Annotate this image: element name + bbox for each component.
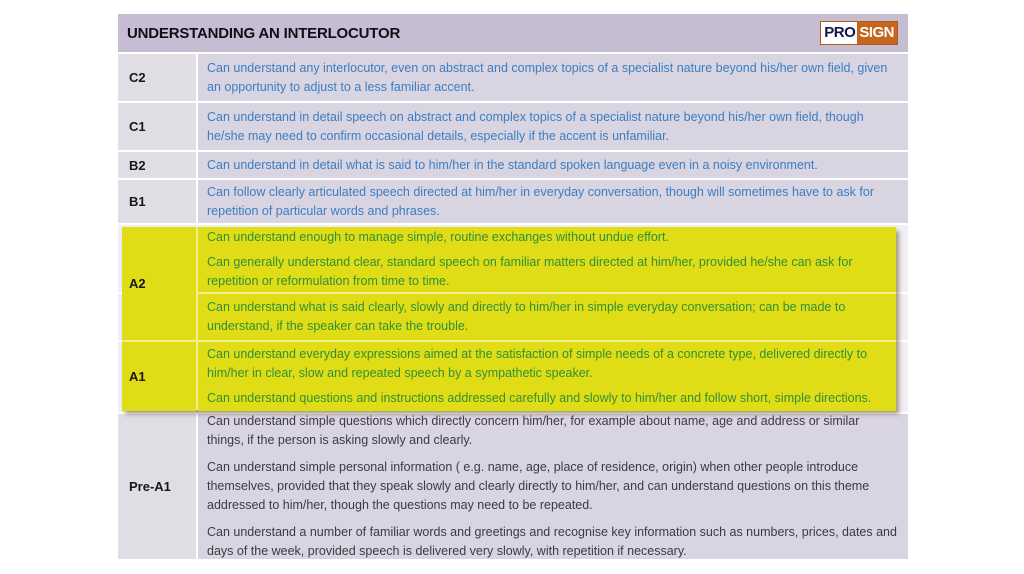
- descriptor-text: Can understand what is said clearly, slowly and directly to him/her in simple everyday conversation; can be made to understand, if the speaker can take the trouble.: [207, 300, 846, 333]
- table-header: [118, 14, 908, 52]
- table-row-c2: [118, 54, 908, 101]
- level-cell-a2: A2: [122, 227, 196, 340]
- prosign-logo-sign: SIGN: [857, 22, 897, 44]
- prosign-logo-pro: PRO: [821, 22, 857, 44]
- descriptor-text: Can understand a number of familiar words and greetings and recognise key information such as numbers, prices, dates and days of the week, provided speech is delivered very slowly, with repetition if necessary.: [207, 525, 897, 558]
- level-cell-c2: C2: [118, 54, 196, 101]
- descriptor-cell-b2: [198, 152, 908, 178]
- level-cell-pre-a1: Pre-A1: [118, 414, 196, 559]
- descriptor-text: Can follow clearly articulated speech directed at him/her in everyday conversation, though will sometimes have to ask for repetition of particular words and phrases.: [207, 184, 874, 218]
- descriptor-text: Can understand in detail speech on abstract and complex topics of a specialist nature beyond his/her own field, though he/she may need to confirm occasional details, especially if the accent is unfamiliar.: [207, 109, 864, 143]
- descriptor-text: Can understand simple personal information ( e.g. name, age, place of residence, origin) when other people introduce themselves, provided that they speak slowly and clearly directly to him/her, and can understand questions on this theme addressed to him/her, though the questions may need to be repeated.: [207, 460, 870, 512]
- descriptor-text: Can understand simple questions which directly concern him/her, for example about name, age and address or similar things, if the person is asking slowly and clearly.: [207, 414, 860, 447]
- descriptor-cell-b1: [198, 180, 908, 223]
- table-row-pre-a1: [118, 414, 908, 559]
- level-cell-b2: B2: [118, 152, 196, 178]
- descriptor-text: Can understand in detail what is said to him/her in the standard spoken language even in a noisy environment.: [207, 157, 818, 172]
- level-cell-b1: B1: [118, 180, 196, 223]
- descriptor-cell-c1: [198, 103, 908, 150]
- descriptor-text: Can understand enough to manage simple, routine exchanges without undue effort.: [207, 230, 669, 244]
- descriptor-table: [118, 14, 908, 559]
- prosign-logo: [820, 21, 898, 45]
- highlight-overlay: [122, 227, 896, 410]
- table-row-c1: [118, 103, 908, 150]
- level-cell-c1: C1: [118, 103, 196, 150]
- descriptor-text: Can understand questions and instructions addressed carefully and slowly to him/her and follow short, simple directions.: [207, 391, 872, 405]
- descriptor-cell-a1: [198, 342, 896, 411]
- descriptor-text: Can understand everyday expressions aimed at the satisfaction of simple needs of a concrete type, delivered directly to him/her in clear, slow and repeated speech by a sympathetic speaker.: [207, 347, 868, 380]
- descriptor-text: Can generally understand clear, standard speech on familiar matters directed at him/her, provided he/she can ask for repetition or reformulation from time to time.: [207, 255, 853, 288]
- descriptor-cell-a2-1: [198, 227, 896, 292]
- page-title: UNDERSTANDING AN INTERLOCUTOR: [127, 24, 401, 42]
- descriptor-cell-c2: [198, 54, 908, 101]
- table-row-b1: [118, 180, 908, 223]
- descriptor-text: Can understand any interlocutor, even on abstract and complex topics of a specialist nature beyond his/her own field, given an opportunity to adjust to a less familiar accent.: [207, 60, 888, 94]
- level-cell-a1: A1: [122, 342, 196, 411]
- table-row-b2: [118, 152, 908, 178]
- highlight-zone: [118, 225, 908, 412]
- descriptor-cell-a2-2: [198, 294, 896, 340]
- descriptor-cell-pre-a1: [198, 414, 908, 559]
